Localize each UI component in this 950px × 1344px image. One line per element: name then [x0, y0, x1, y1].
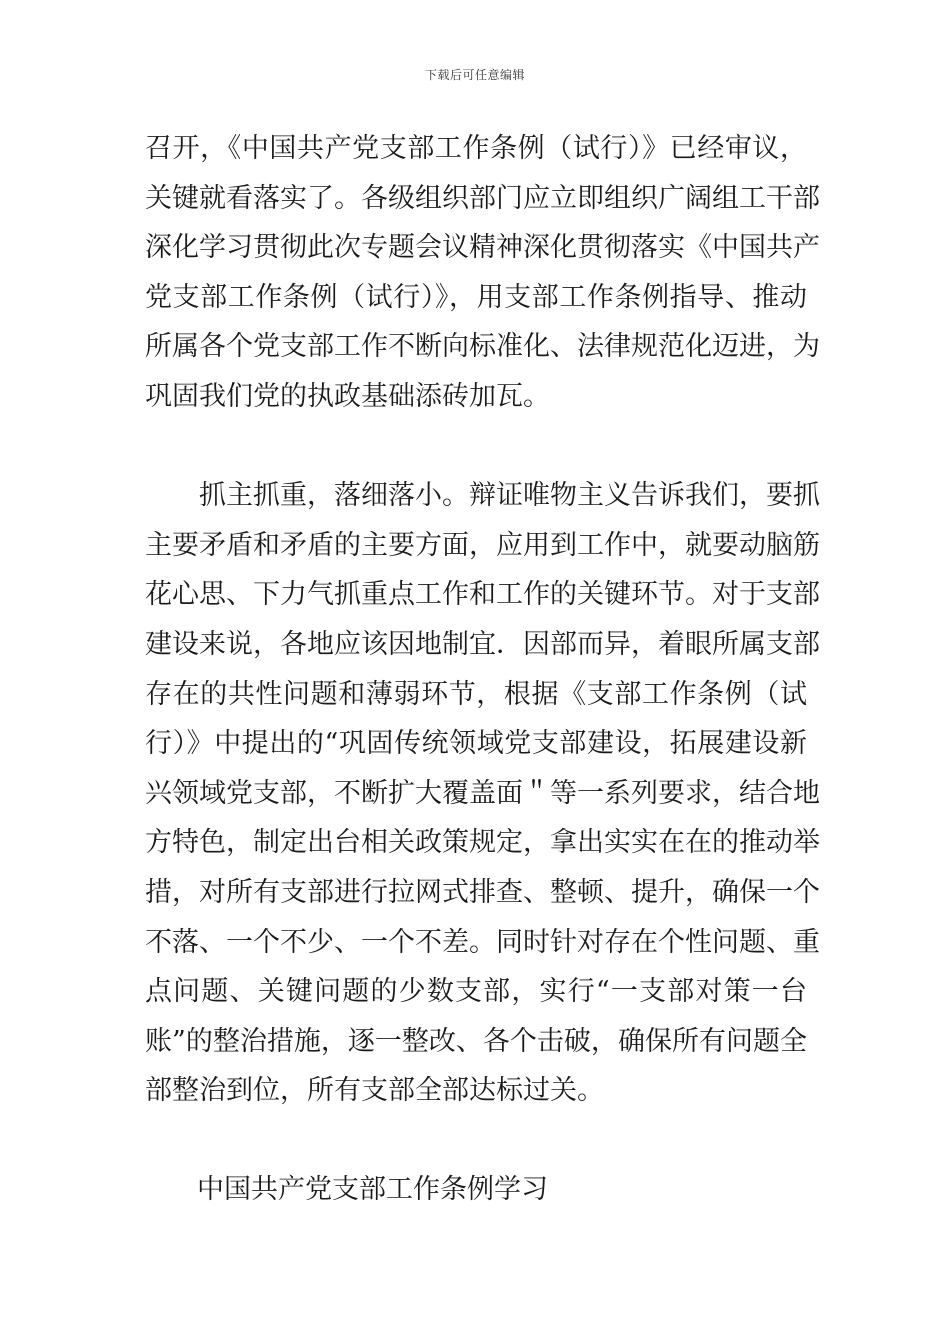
document-body: [145, 124, 820, 1215]
text-line: 召开，《中国共产党支部工作条例（试行）》已经审议，: [145, 133, 807, 164]
text-line: 账”的整治措施，逐一整改、各个击破，确保所有问题全: [145, 1025, 807, 1057]
text-line: 抓主抓重，落细落小。辩证唯物主义告诉我们，要抓: [199, 480, 820, 512]
text-line: 措，对所有支部进行拉网式排查、整顿、提升，确保一个: [145, 876, 820, 908]
heading-line: 中国共产党支部工作条例学习: [197, 1174, 548, 1206]
text-line: 点问题、关键问题的少数支部，实行“一支部对策一台: [145, 976, 807, 1008]
text-line: 深化学习贯彻此次专题会议精神深化贯彻落实《中国共产: [145, 232, 820, 264]
text-line: 行）》中提出的“巩固传统领域党支部建设，拓展建设新: [145, 728, 807, 760]
text-line: 部整治到位，所有支部全部达标过关。: [145, 1075, 604, 1107]
paragraph-2: [145, 471, 820, 1116]
text-line: 存在的共性问题和薄弱环节，根据《支部工作条例（试: [145, 678, 807, 710]
text-line: 主要矛盾和矛盾的主要方面，应用到工作中，就要动脑筋: [145, 529, 820, 561]
paragraph-spacer: [145, 422, 807, 472]
text-line: 方特色，制定出台相关政策规定，拿出实实在在的推动举: [145, 827, 820, 859]
paragraph-1: [145, 124, 820, 422]
section-heading: [145, 1165, 807, 1215]
paragraph-spacer: [145, 1116, 807, 1166]
text-line: 所属各个党支部工作不断向标准化、法律规范化迈进，为: [145, 331, 820, 363]
text-line: 巩固我们党的执政基础添砖加瓦。: [145, 380, 550, 412]
text-line: 不落、一个不少、一个不差。同时针对存在个性问题、重: [145, 926, 820, 958]
text-line: 花心思、下力气抓重点工作和工作的关键环节。对于支部: [145, 579, 820, 611]
text-line: 兴领域党支部，不断扩大覆盖面＂等一系列要求，结合地: [145, 777, 820, 809]
text-line: 建设来说，各地应该因地制宜．因部而异，着眼所属支部: [145, 628, 820, 660]
text-line: 关键就看落实了。各级组织部门应立即组织广阔组工干部: [145, 182, 820, 214]
page-header-note: 下载后可任意编辑: [424, 68, 525, 82]
text-line: 党支部工作条例（试行）》，用支部工作条例指导、推动: [145, 281, 807, 313]
